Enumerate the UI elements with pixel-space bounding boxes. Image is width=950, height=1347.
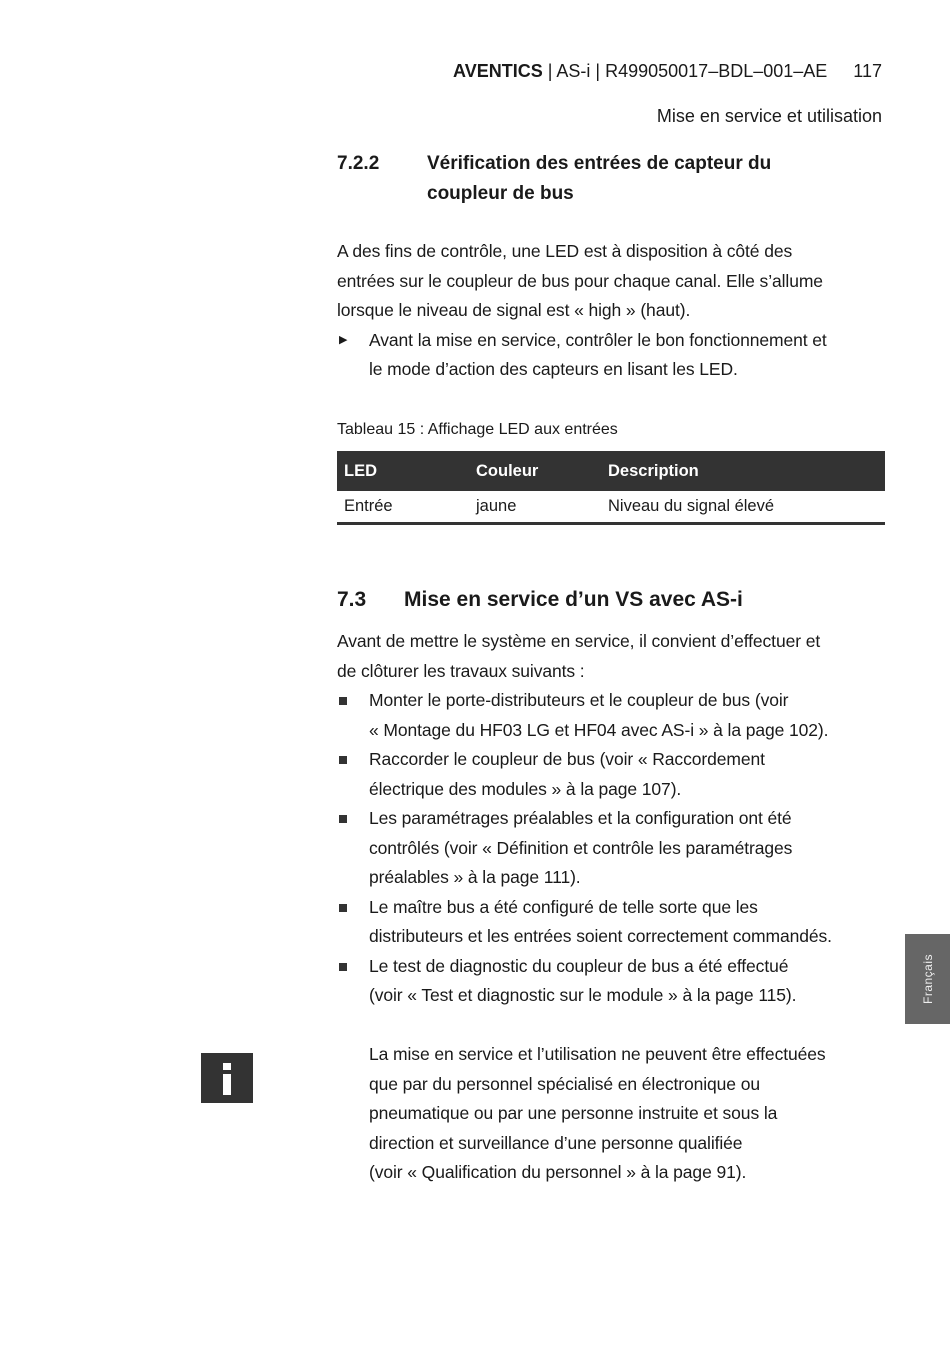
bullet-item [337,686,832,745]
intro-paragraph [337,237,827,385]
language-tab[interactable] [905,934,950,1024]
square-bullet-icon [339,963,347,971]
text-line: Monter le porte-distributeurs et le coupleur de bus (voir [369,690,789,710]
text-line: pneumatique ou par une personne instruite et sous la [369,1103,778,1123]
table-cell: Entrée [337,491,469,524]
table-row [337,491,885,524]
heading-title: Mise en service d’un VS avec AS-i [404,588,743,611]
text-line: que par du personnel spécialisé en électronique ou [369,1073,760,1094]
text-line: A des fins de contrôle, une LED est à disposition à côté des [337,241,793,261]
document-id: | AS-i | R499050017–BDL–001–AE [542,61,828,81]
heading-line: coupleur de bus [427,183,574,204]
brand: AVENTICS [453,61,543,81]
text-line: « Montage du HF03 LG et HF04 avec AS-i » à la page 102). [369,719,829,740]
table-cell: Niveau du signal élevé [601,491,885,524]
column-header: Description [601,451,885,491]
text-line: contrôlés (voir « Définition et contrôle les paramétrages [369,837,793,858]
square-bullet-icon [339,904,347,912]
text-line: direction et surveillance d’une personne qualifiée [369,1132,743,1153]
column-header: Couleur [469,451,601,491]
section-header: Mise en service et utilisation [656,106,882,126]
text-line: (voir « Qualification du personnel » à la page 91). [369,1162,747,1182]
action-step [337,326,827,385]
heading-7-2-2 [337,149,897,209]
column-header: LED [337,451,469,491]
bullet-item [337,952,832,1011]
heading-number: 7.2.2 [337,153,380,174]
table-caption: Tableau 15 : Affichage LED aux entrées [337,421,618,438]
table-header-row [337,451,885,491]
page-number: 117 [853,61,882,81]
text-line: Le maître bus a été configuré de telle sorte que les [369,896,758,917]
info-icon [201,1053,253,1103]
square-bullet-icon [339,756,347,764]
text-line: La mise en service et l’utilisation ne peuvent être effectuées [369,1044,826,1064]
text-line: Raccorder le coupleur de bus (voir « Raccordement [369,749,765,769]
text-line: de clôturer les travaux suivants : [337,660,585,681]
language-label: Français [920,953,935,1005]
info-note [337,1040,832,1188]
square-bullet-icon [339,815,347,823]
bullet-item [337,893,832,952]
text-line: (voir « Test et diagnostic sur le module » à la page 115). [369,985,797,1005]
heading-line: Vérification des entrées de capteur du [427,153,772,174]
text-line: préalables » à la page 111). [369,867,581,887]
triangle-bullet-icon: ▶ [339,333,348,346]
text-line: Avant de mettre le système en service, il convient d’effectuer et [337,631,821,651]
led-table [337,451,885,525]
text-line: le mode d’action des capteurs en lisant les LED. [369,359,738,379]
text-line: Avant la mise en service, contrôler le bon fonctionnement et [369,329,827,350]
text-line: distributeurs et les entrées soient correctement commandés. [369,926,832,946]
table-cell: jaune [469,491,601,524]
bullet-item [337,745,832,804]
text-line: entrées sur le coupleur de bus pour chaque canal. Elle s’allume [337,270,823,291]
text-line: Les paramétrages préalables et la configuration ont été [369,808,792,828]
text-line: Le test de diagnostic du coupleur de bus a été effectué [369,955,789,976]
heading-number: 7.3 [337,588,367,611]
heading-7-3 [337,585,743,615]
section-body [337,627,832,1188]
text-line: lorsque le niveau de signal est « high » (haut). [337,300,691,320]
square-bullet-icon [339,697,347,705]
bullet-item [337,804,832,893]
running-header [453,61,882,82]
text-line: électrique des modules » à la page 107). [369,778,682,799]
